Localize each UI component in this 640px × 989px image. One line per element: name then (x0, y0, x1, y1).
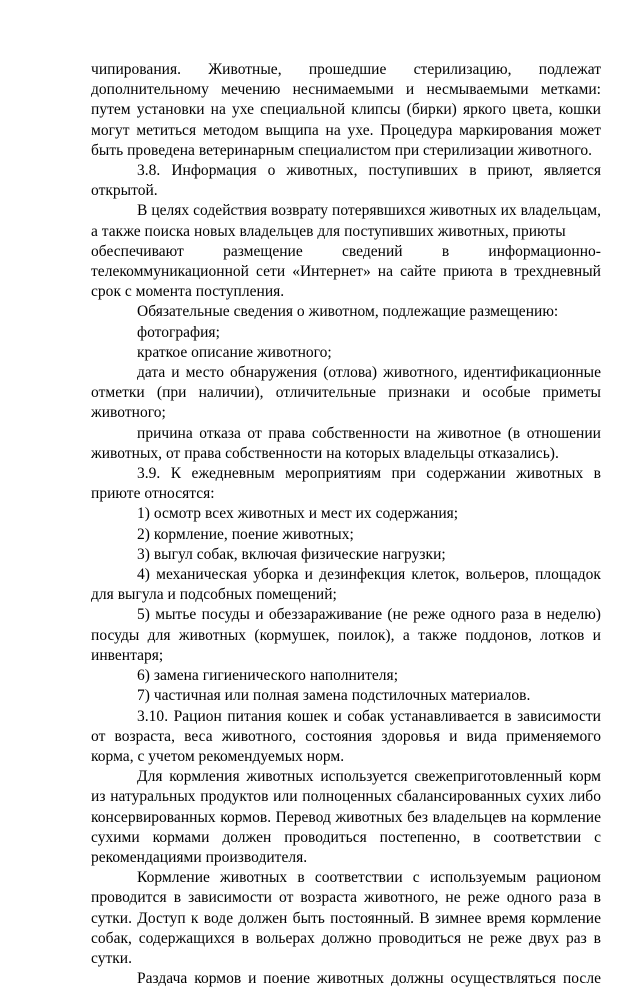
list-item: 4) механическая уборка и дезинфекция клеток, вольеров, площадок для выгула и подсобных помещений; (91, 566, 601, 604)
paragraph-feeding-schedule: Кормление животных в соответствии с используемым рационом проводится в зависимости от возраста животного, не реже одного раза в сутки. Доступ к воде должен быть постоянный. В зимнее время кормление собак, содержащихся в вольерах должно проводиться не реже двух раз в сутки. (91, 869, 601, 967)
word: размещение (223, 242, 303, 260)
paragraph-distribution: Раздача кормов и поение животных должны осуществляться после (137, 970, 601, 988)
paragraph-3-8: 3.8. Информация о животных, поступивших в приют, является открытой. (91, 162, 601, 200)
list-item: 3) выгул собак, включая физические нагрузки; (137, 545, 446, 563)
list-item: 7) частичная или полная замена подстилочных материалов. (137, 687, 531, 705)
word: Животные, (208, 61, 282, 78)
paragraph-photo: фотография; (137, 323, 220, 341)
paragraph-3-9: 3.9. К ежедневным мероприятиям при содержании животных в приюте относятся: (91, 465, 601, 503)
paragraph-required-info: Обязательные сведения о животном, подлежащие размещению: (137, 303, 559, 321)
word: информационно- (488, 242, 601, 260)
paragraph-refusal-reason: причина отказа от права собственности на животное (в отношении животных, от права собственности на которых владельцы отказались). (91, 424, 601, 462)
word: подлежат (538, 61, 601, 78)
paragraph-3-10: 3.10. Рацион питания кошек и собак устанавливается в зависимости от возраста, веса животного, состояния здоровья и вида применяемого корма, с учетом рекомендуемых норм. (91, 707, 601, 765)
paragraph-chipping-first-line (91, 60, 601, 80)
paragraph-chipping-rest: дополнительному мечению неснимаемыми и несмываемыми метками: путем установки на ухе специальной клипсы (бирки) яркого цвета, кошки могут метиться методом выщипа на ухе. Процедура маркирования может быть проведена ветеринарным специалистом при стерилизации животного. (91, 81, 601, 159)
document-page (91, 60, 601, 989)
word: сведений (342, 242, 403, 260)
word: чипирования. (91, 61, 182, 78)
paragraph-aim-part2: телекоммуникационной сети «Интернет» на сайте приюта в трехдневный срок с момента поступления. (91, 263, 601, 301)
paragraph-feeding: Для кормления животных используется свежеприготовленный корм из натуральных продуктов или полноценных сбалансированных сухих либо консервированных кормов. Перевод животных без владельцев на кормление сухими кормами должен проводиться постепенно, в соответствии с рекомендациями производителя. (91, 768, 601, 866)
word: прошедшие (308, 61, 387, 78)
list-item: 2) кормление, поение животных; (137, 525, 354, 543)
word: в (441, 242, 450, 260)
paragraph-description: краткое описание животного; (137, 343, 332, 361)
list-item: 6) замена гигиенического наполнителя; (137, 667, 399, 685)
paragraph-aim-spread-line (91, 242, 601, 262)
list-item: 1) осмотр всех животных и мест их содержания; (137, 505, 459, 523)
word: стерилизацию, (413, 61, 512, 78)
paragraph-aim-part1: В целях содействия возврату потерявшихся животных их владельцам, а также поиска новых владельцев для поступивших животных, приюты (91, 202, 601, 240)
list-item: 5) мытье посуды и обеззараживание (не реже одного раза в неделю) посуды для животных (кормушек, поилок), а также поддонов, лотков и инвентаря; (91, 606, 601, 664)
paragraph-date-place: дата и место обнаружения (отлова) животного, идентификационные отметки (при наличии), отличительные признаки и особые приметы животного; (91, 364, 601, 422)
word: обеспечивают (91, 242, 184, 260)
